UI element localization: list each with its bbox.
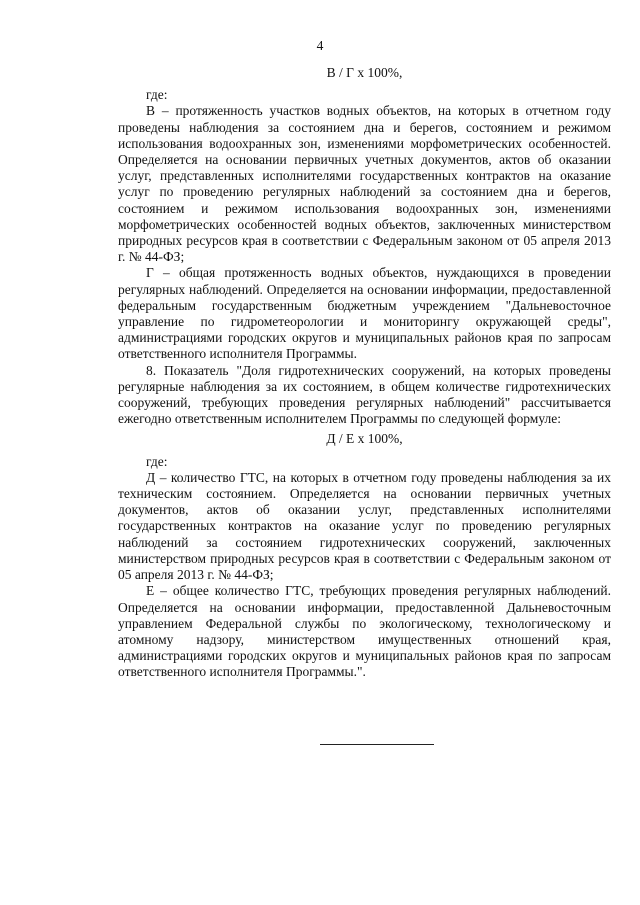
formula-d-over-e: Д / Е х 100%, <box>326 431 403 447</box>
closing-rule <box>320 744 434 745</box>
definition-g: Г – общая протяженность водных объектов, нуждающихся в проведении регулярных наблюдений. Определяется на основании информации, предоставленной федеральным государственным бюджетным учреждением "Дальневосточное управление по гидрометеорологии и мониторингу окружающей среды", администрациями городских округов и муниципальных районов края по запросам ответственного исполнителя Программы. <box>118 265 611 362</box>
where-label: где: <box>146 87 168 103</box>
indicator-8-paragraph: 8. Показатель "Доля гидротехнических сооружений, на которых проведены регулярные наблюдения за их состоянием, в общем количестве гидротехнических сооружений, требующих проведения регулярных наблюдений" рассчитывается ежегодно ответственным исполнителем Программы по следующей формуле: <box>118 362 611 427</box>
page-number: 4 <box>316 38 324 53</box>
where-label-2: где: <box>146 453 168 469</box>
document-body <box>118 65 611 681</box>
definition-d: Д – количество ГТС, на которых в отчетном году проведены наблюдения за их техническим состоянием. Определяется на основании первичных учетных документов, актов об оказании услуг, представленных исполнителями государственных контрактов на оказание услуг по проведению регулярных наблюдений за состоянием гидротехнических сооружений, заключенных министерством природных ресурсов края в соответствии с Федеральным законом от 05 апреля 2013 г. № 44-ФЗ; <box>118 469 611 583</box>
definition-e: Е – общее количество ГТС, требующих проведения регулярных наблюдений. Определяется на основании информации, предоставленной Дальневосточным управлением Федеральной службы по экологическому, технологическому и атомному надзору, министерством имущественных отношений края, администрациями городских округов и муниципальных районов края по запросам ответственного исполнителя Программы.". <box>118 583 611 680</box>
formula-b-over-g: В / Г х 100%, <box>326 65 403 80</box>
definition-b: В – протяженность участков водных объектов, на которых в отчетном году проведены наблюдения за состоянием дна и берегов, состоянием и режимом использования водоохранных зон, изменениями морфометрических особенностей. Определяется на основании первичных учетных документов, актов об оказании услуг, представленных исполнителями государственных контрактов на оказание услуг по проведению регулярных наблюдений за состоянием дна и берегов, состоянием и режимом использования водоохранных зон, изменениями морфометрических особенностей водных объектов, заключенных министерством природных ресурсов края в соответствии с Федеральным законом от 05 апреля 2013 г. № 44-ФЗ; <box>118 103 611 265</box>
